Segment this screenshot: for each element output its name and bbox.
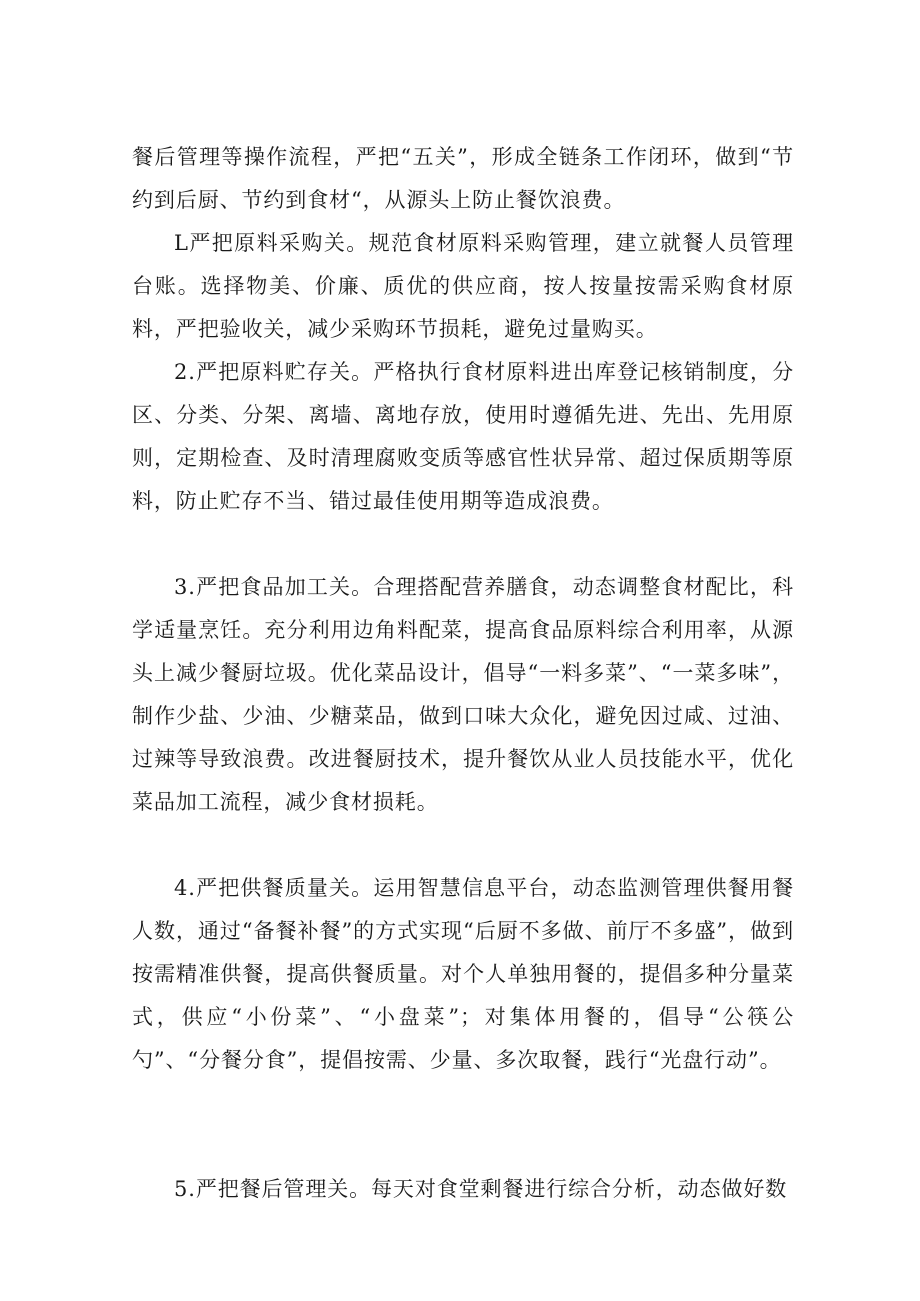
paragraph-item-4: 4.严把供餐质量关。运用智慧信息平台，动态监测管理供餐用餐人数，通过“备餐补餐”的方式实现“后厨不多做、前厅不多盛”，做到按需精准供餐，提高供餐质量。对个人单独用餐的，提倡多种分量菜式，供应“小份菜”、“小盘菜”；对集体用餐的，倡导“公筷公勺”、“分餐分食”，提倡按需、少量、多次取餐，践行“光盘行动”。 bbox=[132, 876, 794, 1072]
paragraph-item-2: 2.严把原料贮存关。严格执行食材原料进出库登记核销制度，分区、分类、分架、离墙、离地存放，使用时遵循先进、先出、先用原则，定期检查、及时清理腐败变质等感官性状异常、超过保质期等原料，防止贮存不当、错过最佳使用期等造成浪费。 bbox=[132, 360, 794, 513]
paragraph-item-1: L严把原料采购关。规范食材原料采购管理，建立就餐人员管理台账。选择物美、价廉、质优的供应商，按人按量按需采购食材原料，严把验收关，减少采购环节损耗，避免过量购买。 bbox=[132, 231, 794, 341]
paragraph-item-3: 3.严把食品加工关。合理搭配营养膳食，动态调整食材配比，科学适量烹饪。充分利用边角料配菜，提高食品原料综合利用率，从源头上减少餐厨垃圾。优化菜品设计，倡导“一料多菜”、“一菜多味”，制作少盐、少油、少糖菜品，做到口味大众化，避免因过咸、过油、过辣等导致浪费。改进餐厨技术，提升餐饮从业人员技能水平，优化菜品加工流程，减少食材损耗。 bbox=[132, 575, 794, 814]
paragraph-intro: 餐后管理等操作流程，严把“五关”，形成全链条工作闭环，做到“节约到后厨、节约到食材“，从源头上防止餐饮浪费。 bbox=[132, 145, 794, 212]
paragraph-item-5: 5.严把餐后管理关。每天对食堂剩餐进行综合分析，动态做好数 bbox=[174, 1177, 788, 1201]
